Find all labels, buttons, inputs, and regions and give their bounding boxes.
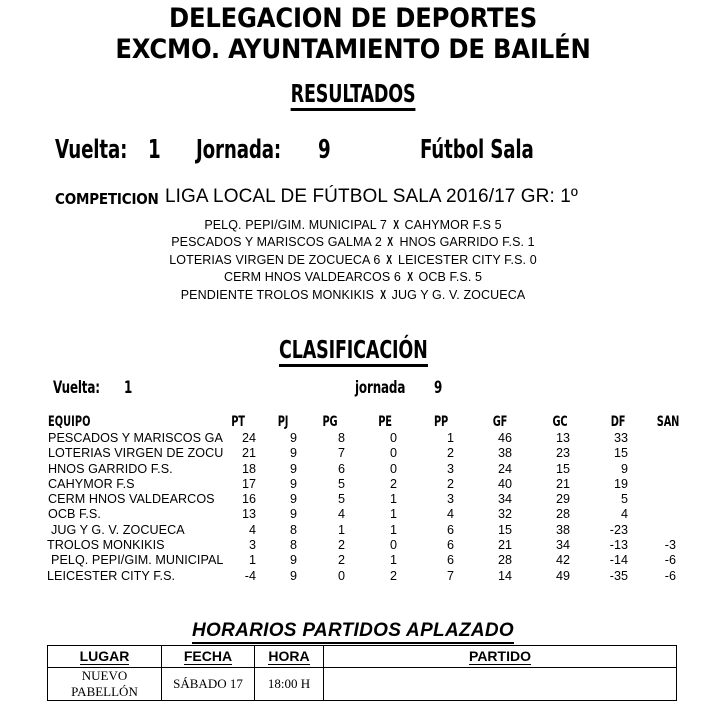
- standings-cell-pt: 13: [241, 507, 256, 522]
- standings-cell-pg: 5: [337, 476, 345, 491]
- schedule-row: [48, 668, 677, 701]
- organization-title-line1-text: DELEGACION DE DEPORTES: [168, 3, 538, 34]
- organization-title-line2: [0, 34, 706, 65]
- match-separator-icon: X: [386, 252, 393, 267]
- standings-cell-gc: 23: [555, 446, 570, 461]
- standings-cell-pp: 6: [446, 538, 454, 553]
- standings-cell-gc: 21: [555, 476, 570, 491]
- standings-cell-df: -23: [609, 522, 628, 537]
- standings-cell-pt: 18: [241, 461, 256, 476]
- standings-cell-pj: 9: [289, 492, 297, 507]
- standings-cell-gf: 38: [497, 446, 512, 461]
- standings-cell-pg: 7: [337, 446, 345, 461]
- standings-cell-pj: 9: [289, 476, 297, 491]
- standings-cell-pg: 0: [337, 568, 345, 583]
- standings-cell-df: -14: [609, 553, 628, 568]
- match-result-line: [0, 287, 706, 304]
- standings-cell-pp: 4: [446, 507, 454, 522]
- match-separator-icon: X: [392, 218, 399, 232]
- standings-row: [0, 492, 706, 507]
- standings-cell-df: -35: [609, 568, 628, 583]
- standings-cell-pe: 2: [389, 568, 397, 583]
- standings-cell-pe: 1: [389, 522, 397, 537]
- standings-cell-gc: 13: [555, 431, 570, 445]
- competition-label-text: COMPETICION: [55, 190, 159, 208]
- standings-cell-df: 15: [613, 446, 628, 461]
- match-result-line: [0, 217, 706, 234]
- standings-col-pt: PT: [231, 414, 245, 430]
- standings-row: [0, 446, 706, 461]
- match-separator-icon: X: [406, 270, 413, 285]
- standings-cell-gf: 32: [497, 507, 512, 522]
- standings-cell-df: 5: [620, 492, 628, 507]
- standings-jornada-value: 9: [434, 378, 443, 398]
- schedule-cell-lugar: NUEVO PABELLÓN: [48, 668, 162, 701]
- match-result-line: [0, 269, 706, 286]
- standings-cell-gf: 46: [497, 431, 512, 445]
- standings-cell-gf: 40: [497, 476, 512, 491]
- standings-cell-gf: 28: [497, 553, 512, 568]
- standings-cell-gc: 49: [555, 568, 570, 583]
- standings-cell-df: -13: [609, 538, 628, 553]
- match-away: JUG Y G. V. ZOCUECA: [388, 287, 526, 302]
- standings-cell-df: 9: [620, 461, 628, 476]
- standings-cell-pt: -4: [244, 568, 256, 583]
- standings-cell-pp: 2: [446, 446, 454, 461]
- standings-team-name: PELQ. PEPI/GIM. MUNICIPAL: [51, 553, 224, 568]
- standings-col-pe: PE: [378, 414, 392, 430]
- standings-cell-pg: 6: [337, 461, 345, 476]
- standings-cell-pt: 16: [241, 492, 256, 507]
- standings-cell-pj: 9: [289, 507, 297, 522]
- schedule-cell-fecha: SÁBADO 17: [162, 668, 255, 701]
- schedule-heading: [0, 620, 706, 644]
- standings-cell-gf: 21: [497, 538, 512, 553]
- standings-cell-pt: 24: [241, 431, 256, 445]
- standings-row: [0, 538, 706, 553]
- match-home: LOTERIAS VIRGEN DE ZOCUECA 6: [169, 252, 385, 267]
- schedule-col-lugar: LUGAR: [48, 646, 162, 668]
- standings-team-name: CERM HNOS VALDEARCOS: [48, 492, 215, 507]
- standings-col-gc: GC: [552, 414, 568, 430]
- standings-heading-text: CLASIFICACIÓN: [279, 336, 428, 367]
- standings-cell-pg: 8: [337, 431, 345, 445]
- jornada-value: 9: [318, 135, 331, 165]
- standings-cell-san: -6: [664, 568, 676, 583]
- jornada-label: Jornada:: [196, 135, 282, 165]
- standings-col-pg: PG: [322, 414, 338, 430]
- standings-cell-pt: 3: [248, 538, 256, 553]
- organization-title-line1: [0, 3, 706, 34]
- standings-cell-pp: 2: [446, 476, 454, 491]
- match-away: LEICESTER CITY F.S. 0: [394, 252, 537, 267]
- standings-team-name: TROLOS MONKIKIS: [47, 538, 165, 553]
- competition-label: [55, 191, 159, 208]
- standings-col-df: DF: [610, 414, 626, 430]
- round-info-bar: [0, 134, 706, 168]
- standings-round-info: [0, 378, 706, 402]
- standings-row: [0, 431, 706, 446]
- standings-cell-pj: 9: [289, 568, 297, 583]
- sport-name: Fútbol Sala: [420, 135, 534, 165]
- standings-cell-df: 19: [613, 476, 628, 491]
- competition-value: LIGA LOCAL DE FÚTBOL SALA 2016/17 GR: 1º: [165, 186, 578, 207]
- standings-cell-pj: 9: [289, 461, 297, 476]
- standings-cell-gc: 34: [555, 538, 570, 553]
- vuelta-value: 1: [148, 135, 161, 165]
- standings-cell-pg: 2: [337, 538, 345, 553]
- standings-jornada-label: jornada: [355, 378, 406, 398]
- schedule-table: [47, 645, 677, 701]
- standings-row: [0, 569, 706, 584]
- standings-row: [0, 477, 706, 492]
- standings-cell-df: 33: [613, 431, 628, 445]
- standings-cell-gf: 14: [497, 568, 512, 583]
- match-away: OCB F.S. 5: [414, 270, 483, 285]
- standings-cell-pe: 2: [389, 476, 397, 491]
- match-home: PELQ. PEPI/GIM. MUNICIPAL 7: [204, 218, 391, 232]
- standings-cell-pe: 0: [389, 461, 397, 476]
- standings-cell-gc: 42: [555, 553, 570, 568]
- standings-team-name: CAHYMOR F.S: [48, 476, 135, 491]
- schedule-heading-text: HORARIOS PARTIDOS APLAZADO: [192, 620, 514, 644]
- standings-cell-gc: 38: [555, 522, 570, 537]
- standings-cell-san: -6: [664, 553, 676, 568]
- standings-team-name: PESCADOS Y MARISCOS GA: [48, 431, 223, 445]
- match-result-line: [0, 252, 706, 269]
- standings-cell-gf: 15: [497, 522, 512, 537]
- standings-cell-pj: 8: [289, 538, 297, 553]
- match-home: PESCADOS Y MARISCOS GALMA 2: [171, 235, 386, 250]
- standings-cell-pj: 9: [289, 446, 297, 461]
- schedule-col-partido: PARTIDO: [324, 646, 677, 668]
- standings-vuelta-label: Vuelta:: [53, 378, 100, 398]
- standings-cell-gc: 28: [555, 507, 570, 522]
- standings-cell-pg: 5: [337, 492, 345, 507]
- standings-row: [0, 523, 706, 538]
- organization-title-line2-text: EXCMO. AYUNTAMIENTO DE BAILÉN: [115, 34, 591, 65]
- standings-cell-pp: 6: [446, 553, 454, 568]
- results-heading-text: RESULTADOS: [291, 80, 416, 111]
- standings-cell-san: -3: [664, 538, 676, 553]
- standings-row: [0, 553, 706, 568]
- standings-cell-gf: 34: [497, 492, 512, 507]
- schedule-col-hora: HORA: [255, 646, 324, 668]
- standings-cell-pe: 0: [389, 446, 397, 461]
- standings-cell-pt: 4: [248, 522, 256, 537]
- schedule-cell-hora: 18:00 H: [255, 668, 324, 701]
- standings-cell-pp: 3: [446, 461, 454, 476]
- standings-cell-pt: 21: [241, 446, 256, 461]
- standings-header-row: [0, 414, 706, 431]
- standings-team-name: LEICESTER CITY F.S.: [47, 568, 176, 583]
- standings-row: [0, 507, 706, 522]
- standings-vuelta-value: 1: [124, 378, 133, 398]
- schedule-cell-partido: [324, 668, 677, 701]
- standings-col-pj: PJ: [277, 414, 289, 430]
- schedule-header-row: [48, 646, 677, 668]
- standings-col-san: SAN: [656, 414, 680, 430]
- match-separator-icon: X: [379, 287, 386, 302]
- standings-cell-pg: 1: [337, 522, 345, 537]
- standings-cell-pj: 9: [289, 553, 297, 568]
- standings-col-pp: PP: [433, 414, 449, 430]
- match-results-list: [0, 217, 706, 304]
- standings-cell-gc: 29: [555, 492, 570, 507]
- match-away: CAHYMOR F.S 5: [400, 218, 502, 232]
- standings-team-name: LOTERIAS VIRGEN DE ZOCU: [48, 446, 224, 461]
- standings-cell-pt: 17: [241, 476, 256, 491]
- match-home: PENDIENTE TROLOS MONKIKIS: [180, 287, 378, 302]
- standings-cell-df: 4: [620, 507, 628, 522]
- standings-cell-pp: 1: [446, 431, 454, 445]
- results-heading: [0, 80, 706, 111]
- standings-cell-pg: 4: [337, 507, 345, 522]
- standings-team-name: OCB F.S.: [48, 507, 101, 522]
- standings-row: [0, 462, 706, 477]
- standings-cell-gf: 24: [497, 461, 512, 476]
- standings-cell-gc: 15: [555, 461, 570, 476]
- standings-table: [0, 414, 706, 584]
- standings-heading: [0, 336, 706, 367]
- standings-cell-pj: 8: [289, 522, 297, 537]
- standings-cell-pe: 0: [389, 538, 397, 553]
- standings-cell-pp: 3: [446, 492, 454, 507]
- match-separator-icon: X: [387, 235, 394, 250]
- match-away: HNOS GARRIDO F.S. 1: [395, 235, 535, 250]
- standings-cell-pe: 0: [389, 431, 397, 445]
- match-home: CERM HNOS VALDEARCOS 6: [223, 270, 405, 285]
- standings-cell-pg: 2: [337, 553, 345, 568]
- standings-team-name: HNOS GARRIDO F.S.: [48, 461, 173, 476]
- standings-team-name: JUG Y G. V. ZOCUECA: [51, 522, 185, 537]
- standings-cell-pe: 1: [389, 492, 397, 507]
- standings-cell-pp: 7: [446, 568, 454, 583]
- vuelta-label: Vuelta:: [55, 135, 128, 165]
- standings-cell-pj: 9: [289, 431, 297, 445]
- standings-col-equipo: EQUIPO: [48, 414, 91, 430]
- standings-cell-pe: 1: [389, 553, 397, 568]
- schedule-col-fecha: FECHA: [162, 646, 255, 668]
- standings-col-gf: GF: [492, 414, 508, 430]
- standings-cell-pp: 6: [446, 522, 454, 537]
- standings-cell-pt: 1: [248, 553, 256, 568]
- match-result-line: [0, 234, 706, 251]
- standings-cell-pe: 1: [389, 507, 397, 522]
